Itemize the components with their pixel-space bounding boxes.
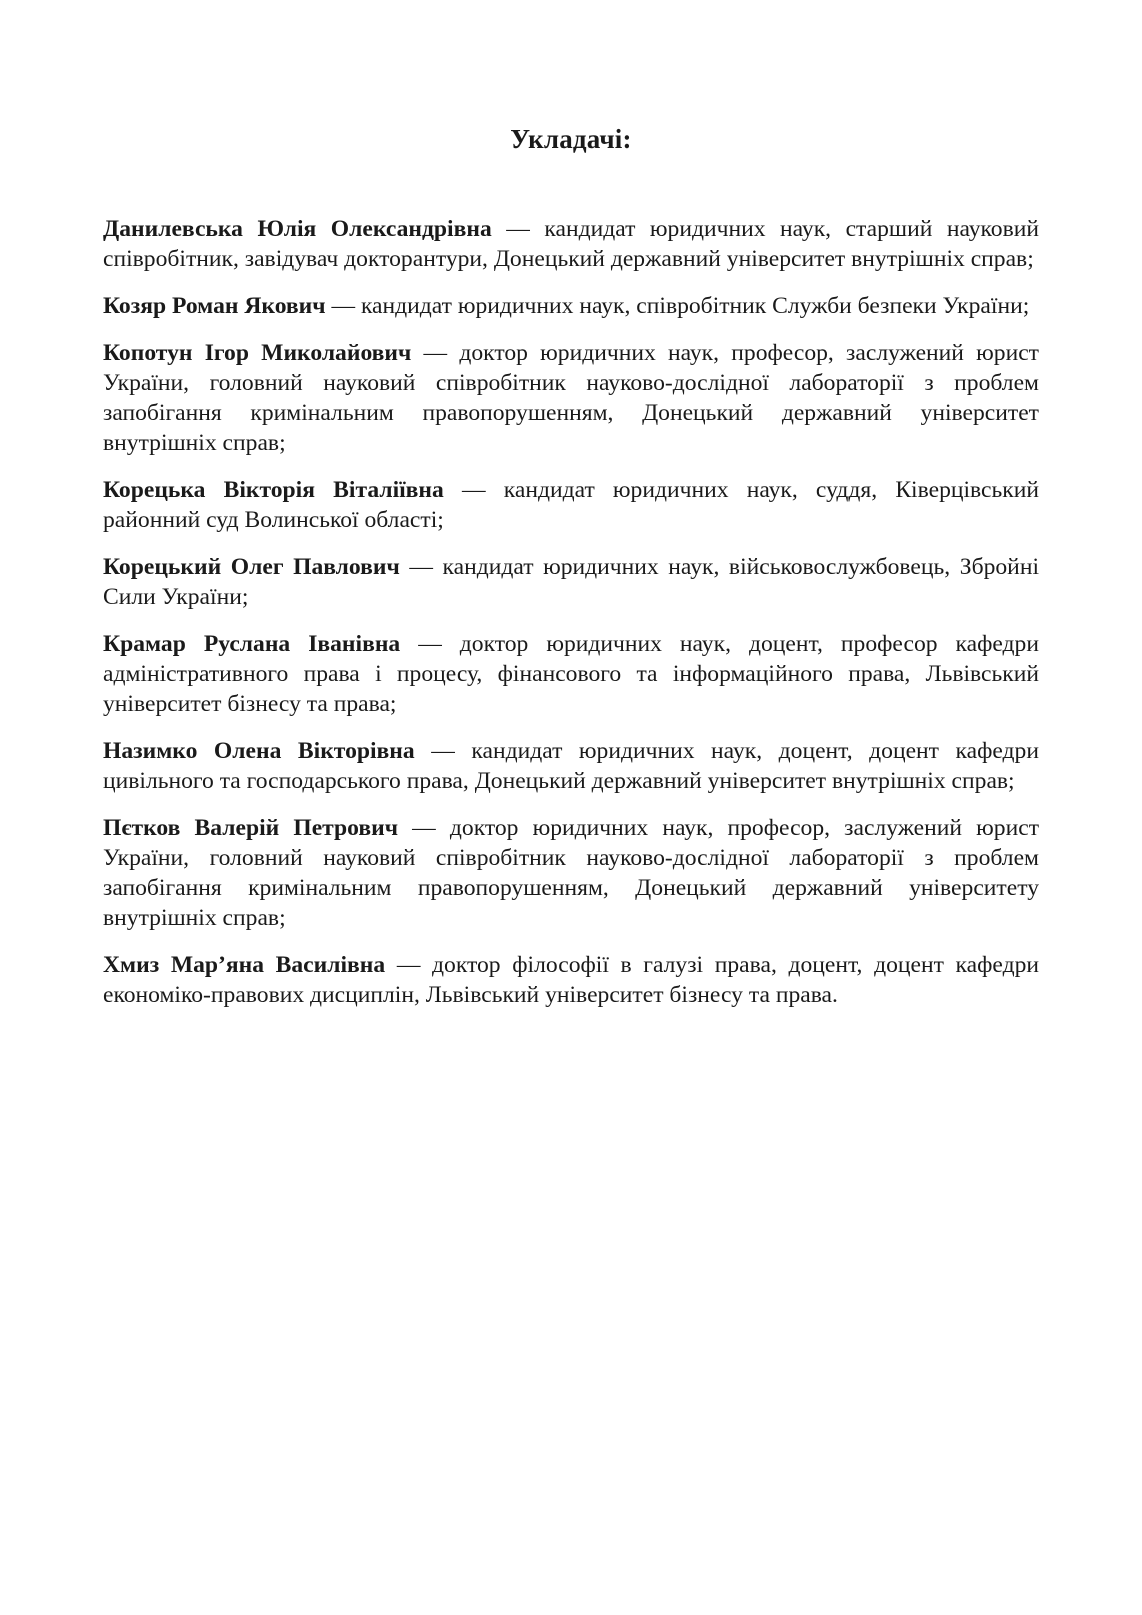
author-entry xyxy=(103,629,1039,719)
author-name: Козяр Роман Якович xyxy=(103,293,326,319)
author-description: — кандидат юридичних наук, військовослужбовець, Збройні Сили України; xyxy=(103,554,1039,610)
author-description: — кандидат юридичних наук, суддя, Ківерцівський районний суд Волинської області; xyxy=(103,477,1040,533)
author-name: Корецька Вікторія Віталіївна xyxy=(103,477,444,503)
author-name: Крамар Руслана Іванівна xyxy=(103,631,401,657)
author-entry xyxy=(103,214,1039,274)
author-description: — доктор філософії в галузі права, доцент, доцент кафедри економіко-правових дисциплін, Львівський університет бізнесу та права. xyxy=(103,952,1039,1008)
page-heading: Укладачі: xyxy=(510,124,632,154)
author-entry xyxy=(103,552,1039,612)
author-description: — доктор юридичних наук, професор, заслужений юрист України, головний науковий співробітник науково-дослідної лабораторії з проблем запобігання кримінальним правопорушенням, Донецький державний університету внутрішніх справ; xyxy=(103,815,1039,931)
author-name: Назимко Олена Вікторівна xyxy=(103,738,415,764)
author-description: — доктор юридичних наук, професор, заслужений юрист України, головний науковий співробітник науково-дослідної лабораторії з проблем запобігання кримінальним правопорушенням, Донецький державний університет внутрішніх справ; xyxy=(103,340,1039,456)
author-entry xyxy=(103,338,1039,458)
author-description: — кандидат юридичних наук, старший науковий співробітник, завідувач докторантури, Донецький державний університет внутрішніх справ; xyxy=(103,216,1040,272)
author-description: — кандидат юридичних наук, доцент, доцент кафедри цивільного та господарського права, Донецький державний університет внутрішніх справ; xyxy=(103,738,1039,794)
author-entry xyxy=(103,291,1039,321)
author-entry xyxy=(103,950,1039,1010)
author-name: Корецький Олег Павлович xyxy=(103,554,400,580)
author-name: Копотун Ігор Миколайович xyxy=(103,340,412,366)
author-entry xyxy=(103,475,1039,535)
author-description: — доктор юридичних наук, доцент, професор кафедри адміністративного права і процесу, фінансового та інформаційного права, Львівський університет бізнесу та права; xyxy=(103,631,1039,717)
author-entry xyxy=(103,736,1039,796)
authors-list xyxy=(103,214,1039,1027)
author-name: Хмиз Мар’яна Василівна xyxy=(103,952,386,978)
author-entry xyxy=(103,813,1039,933)
author-name: Пєтков Валерій Петрович xyxy=(103,815,399,841)
author-description: — кандидат юридичних наук, співробітник Служби безпеки України; xyxy=(325,293,1030,319)
author-name: Данилевська Юлія Олександрівна xyxy=(103,216,492,242)
